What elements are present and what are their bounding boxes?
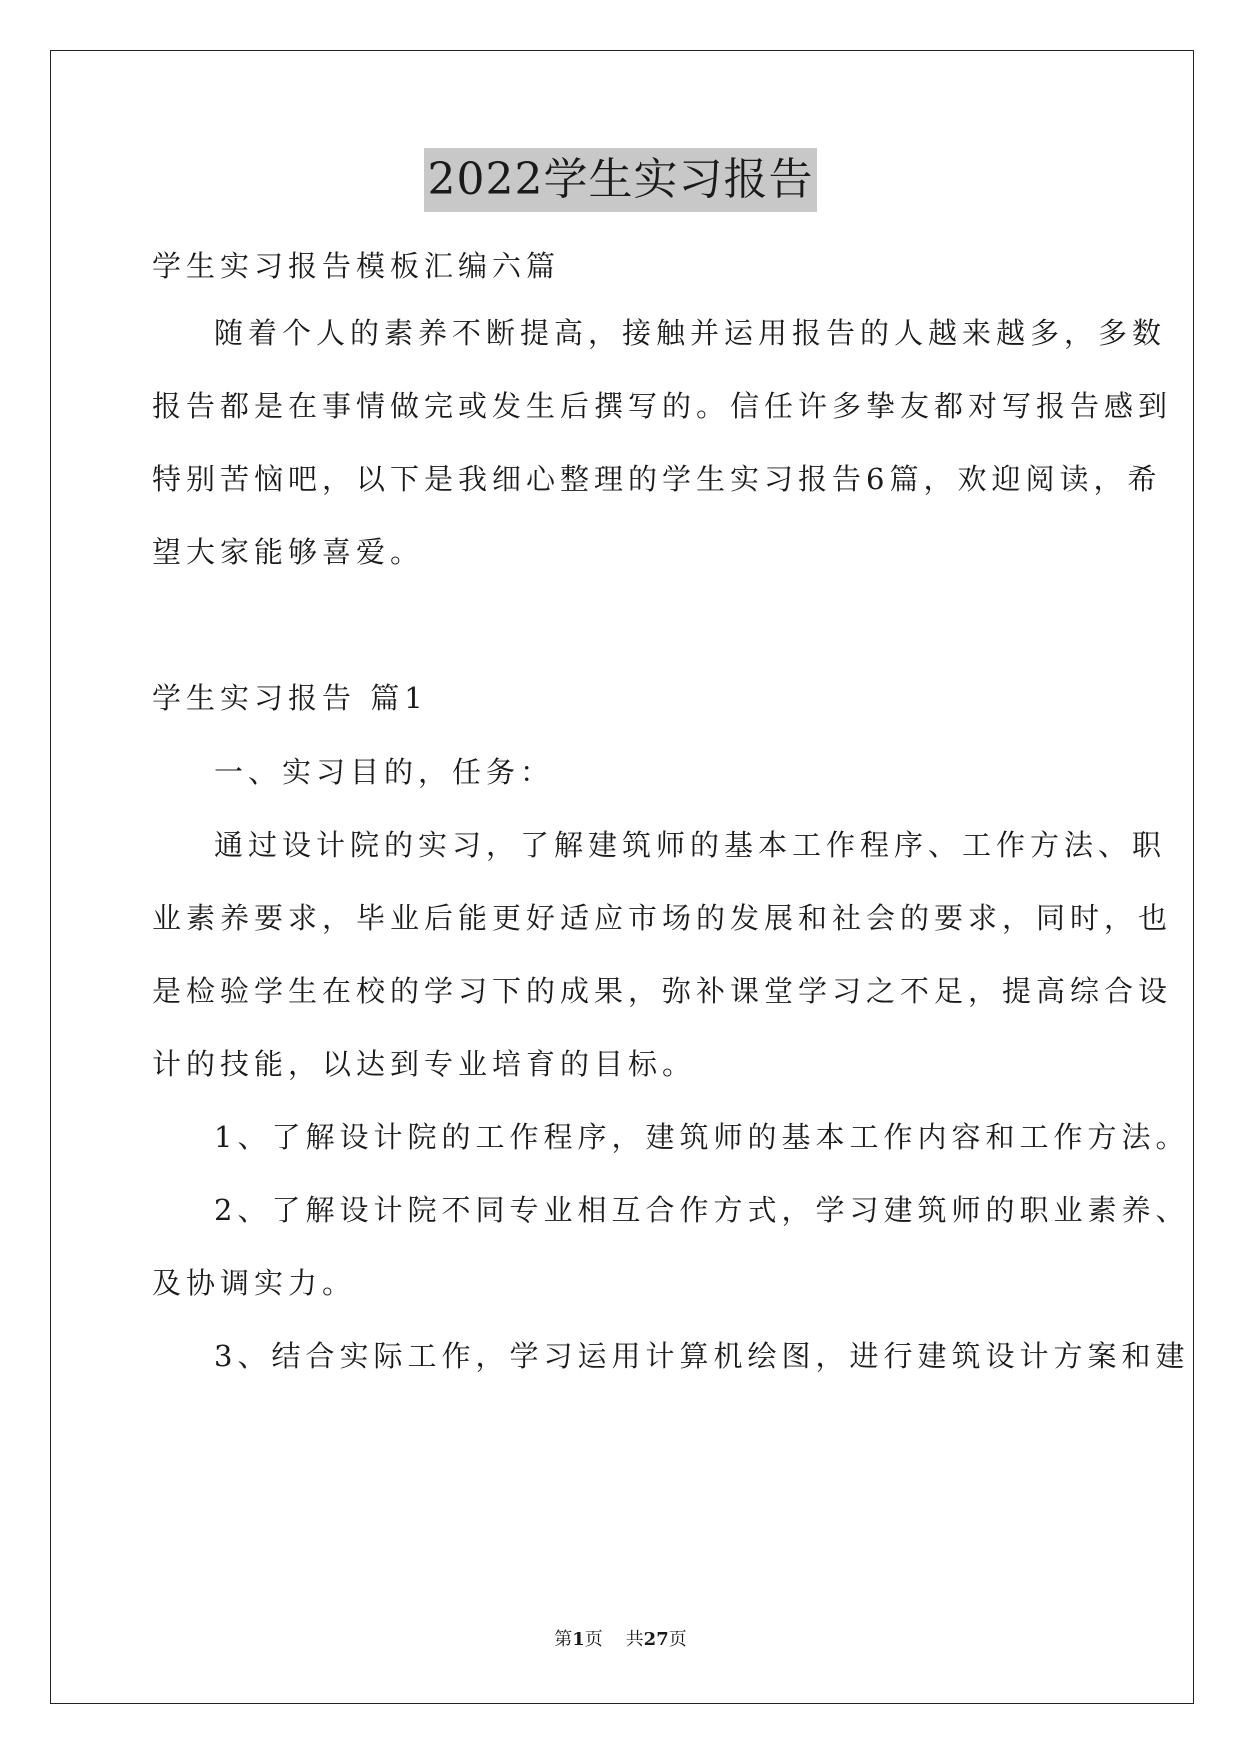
paragraph-line: 报告都是在事情做完或发生后撰写的。信任许多挚友都对写报告感到 [152, 389, 1173, 423]
paragraph-line: 业素养要求，毕业后能更好适应市场的发展和社会的要求，同时，也 [152, 901, 1173, 935]
paragraph-line: 3、结合实际工作，学习运用计算机绘图，进行建筑设计方案和建 [214, 1339, 1190, 1373]
section-heading: 学生实习报告 篇1 [152, 681, 428, 715]
page-footer [0, 1628, 1241, 1652]
paragraph-line: 随着个人的素养不断提高，接触并运用报告的人越来越多，多数 [214, 316, 1167, 350]
paragraph-line: 通过设计院的实习，了解建筑师的基本工作程序、工作方法、职 [214, 828, 1167, 862]
footer-page-number: 1 [572, 1629, 585, 1650]
paragraph-line: 是检验学生在校的学习下的成果，弥补课堂学习之不足，提高综合设 [152, 974, 1173, 1008]
footer-total-pages: 27 [643, 1629, 669, 1650]
footer-suffix: 页 [668, 1629, 687, 1650]
paragraph-line: 1、了解设计院的工作程序，建筑师的基本工作内容和工作方法。 [214, 1120, 1190, 1154]
title-container [0, 148, 1241, 212]
paragraph-line: 计的技能，以达到专业培育的目标。 [152, 1047, 697, 1081]
paragraph-line: 望大家能够喜爱。 [152, 535, 425, 569]
paragraph-line: 2、了解设计院不同专业相互合作方式，学习建筑师的职业素养、 [214, 1193, 1190, 1227]
paragraph-line: 一、实习目的，任务： [214, 755, 555, 789]
subtitle: 学生实习报告模板汇编六篇 [152, 249, 561, 283]
footer-mid: 页 共 [584, 1629, 644, 1650]
paragraph-line: 特别苦恼吧，以下是我细心整理的学生实习报告6篇，欢迎阅读，希 [152, 462, 1162, 496]
paragraph-line: 及协调实力。 [152, 1266, 357, 1300]
page-border [50, 50, 1194, 1704]
document-title: 2022学生实习报告 [424, 148, 818, 212]
footer-prefix: 第 [554, 1629, 573, 1650]
